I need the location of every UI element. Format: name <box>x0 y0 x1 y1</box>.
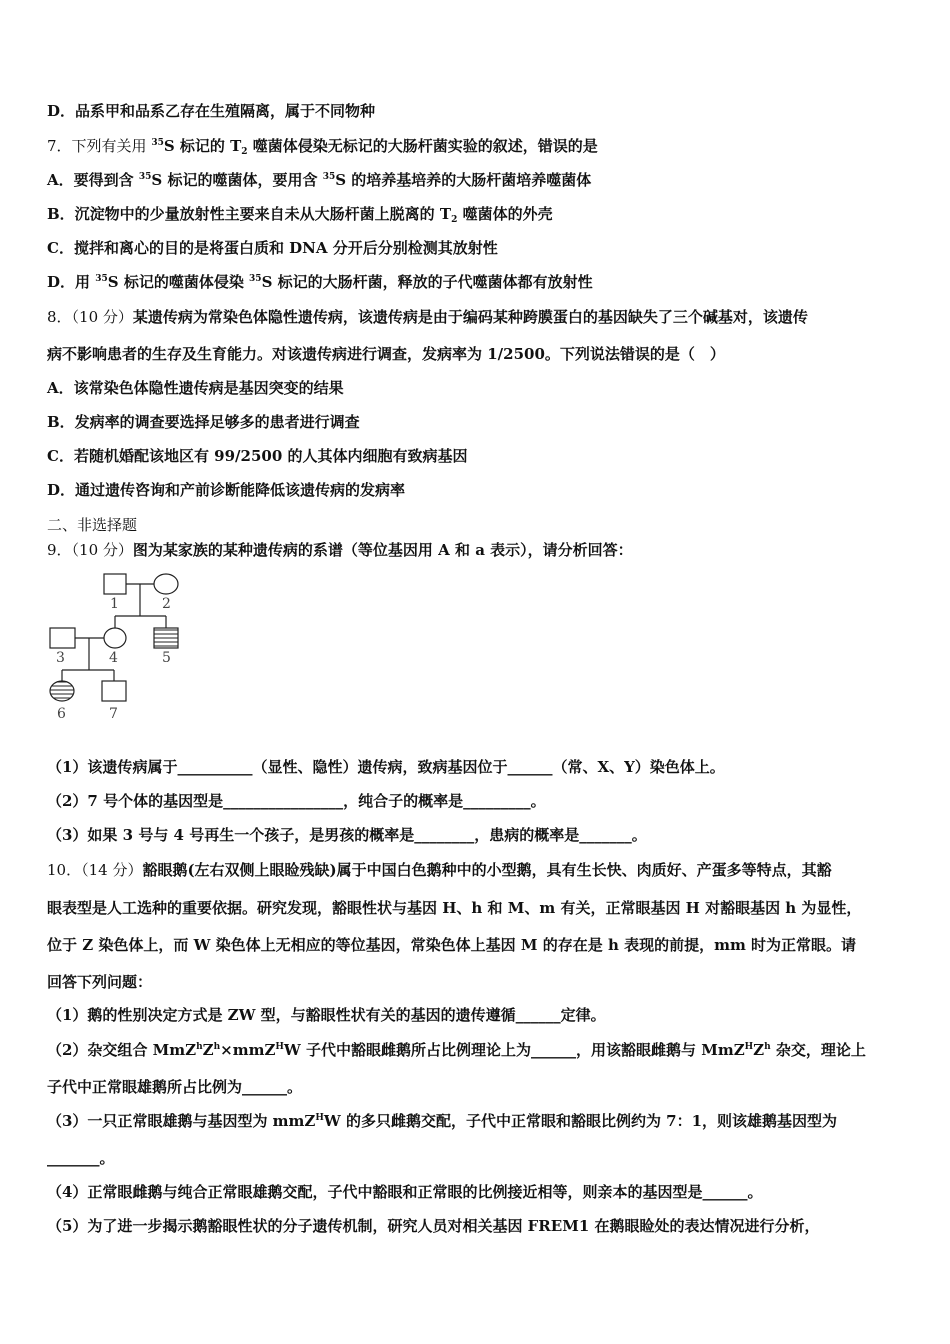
individual-5-affected-male <box>154 628 178 648</box>
label-3: 3 <box>56 650 65 666</box>
q10-stem-line3: 位于 Z 染色体上，而 W 染色体上无相应的等位基因，常染色体上基因 M 的存在是 h 表现的前提，mm 时为正常眼。请 <box>47 936 857 954</box>
label-2: 2 <box>162 596 171 612</box>
q10-part5: （5）为了进一步揭示鹅豁眼性状的分子遗传机制，研究人员对相关基因 FREM1 在鹅眼睑处的表达情况进行分析， <box>47 1217 820 1235</box>
label-7: 7 <box>109 706 118 722</box>
q7-option-d: D．用 $^{35}$S 标记的噬菌体侵染 $^{35}$S 标记的大肠杆菌，释放的子代噬菌体都有放射性 <box>47 273 593 291</box>
label-4: 4 <box>109 650 118 666</box>
q9-part1: （1）该遗传病属于__________（显性、隐性）遗传病，致病基因位于______（常、X、Y）染色体上。 <box>47 758 725 776</box>
label-1: 1 <box>110 596 119 612</box>
q10-part2-line2: 子代中正常眼雄鹅所占比例为______。 <box>47 1078 303 1096</box>
individual-4-female <box>104 628 126 648</box>
q10-part3-line1: （3）一只正常眼雄鹅与基因型为 mmZ$^H$W 的多只雌鹅交配，子代中正常眼和豁眼比例约为 7：1，则该雄鹅基因型为 <box>47 1112 838 1130</box>
label-5: 5 <box>162 650 171 666</box>
q8-option-c: C．若随机婚配该地区有 99/2500 的人其体内细胞有致病基因 <box>47 447 468 465</box>
q8-stem-line2: 病不影响患者的生存及生育能力。对该遗传病进行调查，发病率为 1/2500。下列说法错误的是（ ） <box>47 345 725 363</box>
q8-option-a: A．该常染色体隐性遗传病是基因突变的结果 <box>47 379 344 397</box>
section-heading: 二、非选择题 <box>47 516 138 534</box>
q8-option-b: B．发病率的调查要选择足够多的患者进行调查 <box>47 413 360 431</box>
individual-1-male <box>104 574 126 594</box>
label-6: 6 <box>57 706 66 722</box>
q7-option-c: C．搅拌和离心的目的是将蛋白质和 DNA 分开后分别检测其放射性 <box>47 239 498 257</box>
q7-stem: 7．下列有关用 $^{35}$S 标记的 $T_2$ 噬菌体侵染无标记的大肠杆菌实验的叙述，错误的是 <box>47 137 598 157</box>
q9-part2: （2）7 号个体的基因型是________________，纯合子的概率是_________。 <box>47 792 546 810</box>
individual-6-affected-female <box>50 681 74 701</box>
q10-part3-line2: _______。 <box>47 1149 115 1167</box>
q10-stem-line1: 10．（14 分）豁眼鹅(左右双侧上眼睑残缺)属于中国白色鹅种中的小型鹅，具有生长快、肉质好、产蛋多等特点，其豁 <box>47 861 832 879</box>
q10-stem-line4: 回答下列问题： <box>47 973 153 991</box>
individual-3-male <box>50 628 75 648</box>
q7-option-a: A．要得到含 $^{35}$S 标记的噬菌体，要用含 $^{35}$S 的培养基培养的大肠杆菌培养噬菌体 <box>47 171 592 189</box>
q9-part3: （3）如果 3 号与 4 号再生一个孩子，是男孩的概率是________，患病的概率是_______。 <box>47 826 647 844</box>
q8-stem-line1: 8．（10 分）某遗传病为常染色体隐性遗传病，该遗传病是由于编码某种跨膜蛋白的基因缺失了三个碱基对，该遗传 <box>47 308 808 326</box>
q8-option-d: D．通过遗传咨询和产前诊断能降低该遗传病的发病率 <box>47 481 406 499</box>
q10-part1: （1）鹅的性别决定方式是 ZW 型，与豁眼性状有关的基因的遗传遵循______定律。 <box>47 1006 606 1024</box>
q9-stem: 9．（10 分）图为某家族的某种遗传病的系谱（等位基因用 A 和 a 表示），请分析回答： <box>47 541 633 559</box>
q6-option-d: D．品系甲和品系乙存在生殖隔离，属于不同物种 <box>47 102 376 120</box>
q10-part4: （4）正常眼雌鹅与纯合正常眼雄鹅交配，子代中豁眼和正常眼的比例接近相等，则亲本的基因型是______。 <box>47 1183 763 1201</box>
q10-part2-line1: （2）杂交组合 $MmZ^hZ^h\times mmZ^HW$ 子代中豁眼雌鹅所占比例理论上为______，用该豁眼雌鹅与 $MmZ^HZ^h$ 杂交，理论上 <box>47 1041 866 1059</box>
individual-7-male <box>102 681 126 701</box>
q10-stem-line2: 眼表型是人工选种的重要依据。研究发现，豁眼性状与基因 H、h 和 M、m 有关，正常眼基因 H 对豁眼基因 h 为显性， <box>47 899 862 917</box>
individual-2-female <box>154 574 178 594</box>
pedigree-chart <box>40 568 180 728</box>
q7-option-b: B．沉淀物中的少量放射性主要来自未从大肠杆菌上脱离的 $T_2$ 噬菌体的外壳 <box>47 205 553 225</box>
